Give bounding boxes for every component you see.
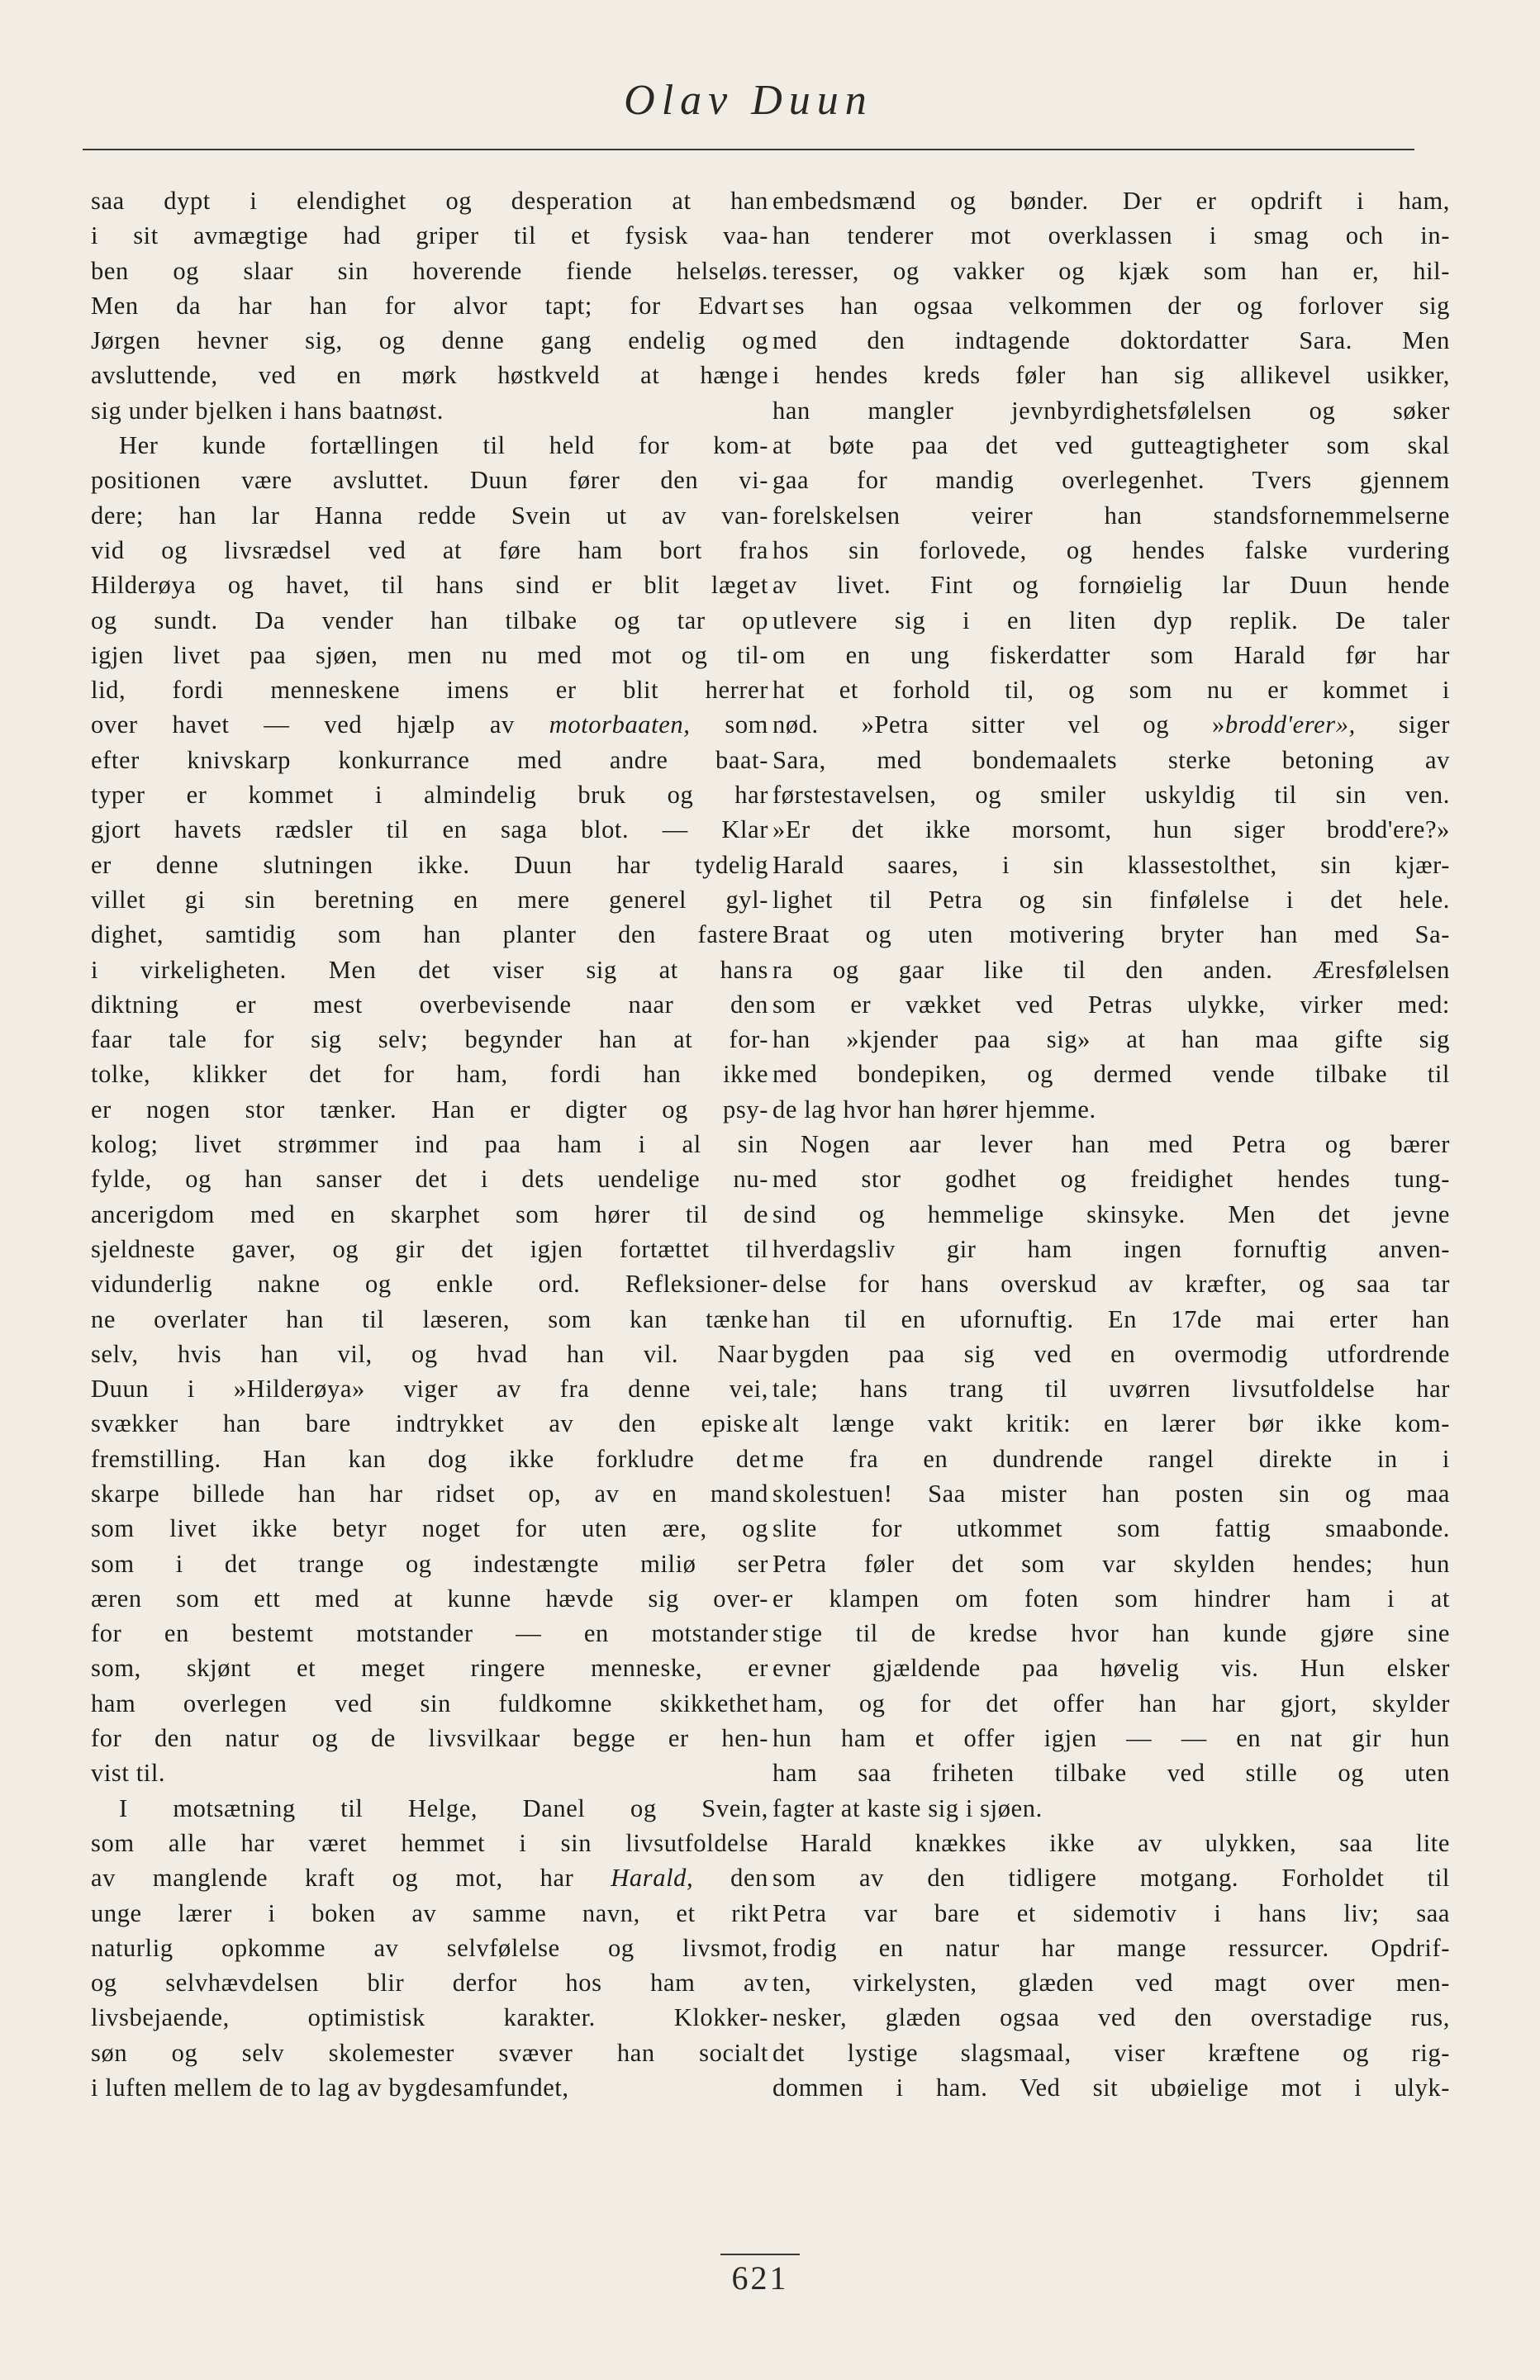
text-line: gjort havets rædsler til en saga blot. — Klar [91,815,768,844]
text-line: som, skjønt et meget ringere menneske, er [91,1654,768,1683]
text-line: ra og gaar like til den anden. Æresfølelsen [772,955,1450,984]
text-line: sig under bjelken i hans baatnøst. [91,396,444,425]
text-line: igjen livet paa sjøen, men nu med mot og til- [91,640,768,669]
text-line: av livet. Fint og fornøielig lar Duun hende [772,571,1450,600]
text-line: fylde, og han sanser det i dets uendelige nu- [91,1165,768,1194]
text-line: over havet — ved hjælp av motorbaaten, som [91,710,768,739]
text-line: vidunderlig nakne og enkle ord. Refleksioner- [91,1270,768,1299]
text-line: og sundt. Da vender han tilbake og tar op [91,606,768,634]
text-line: typer er kommet i almindelig bruk og har [91,781,768,810]
text-line: hun ham et offer igjen — — en nat gir hun [772,1724,1450,1753]
text-line: ham saa friheten tilbake ved stille og uten [772,1759,1450,1788]
text-line: utlevere sig i en liten dyp replik. De taler [772,606,1450,634]
text-line: sind og hemmelige skinsyke. Men det jevne [772,1200,1450,1228]
text-line: efter knivskarp konkurrance med andre baat- [91,745,768,774]
text-line: sjeldneste gaver, og gir det igjen fortættet til [91,1234,768,1263]
text-line: positionen være avsluttet. Duun fører den vi- [91,466,768,495]
text-line: frodig en natur har mange ressurcer. Opdrif- [772,1933,1450,1962]
text-line: han »kjender paa sig» at han maa gifte sig [772,1025,1450,1054]
text-line: søn og selv skolemester svæver han socialt [91,2038,768,2067]
text-line: »Er det ikke morsomt, hun siger brodd'ere?» [772,815,1450,844]
text-line: han til en ufornuftig. En 17de mai erter han [772,1304,1450,1333]
page-number-rule [720,2254,800,2255]
text-line: kolog; livet strømmer ind paa ham i al sin [91,1130,768,1159]
text-line: unge lærer i boken av samme navn, et rikt [91,1898,768,1927]
text-line: me fra en dundrende rangel direkte in i [772,1444,1450,1473]
running-header: Olav Duun [624,77,873,124]
text-line: av manglende kraft og mot, har Harald, den [91,1864,768,1893]
text-line: alt længe vakt kritik: en lærer bør ikke kom- [772,1409,1450,1438]
text-line: om en ung fiskerdatter som Harald før har [772,640,1450,669]
text-line: evner gjældende paa høvelig vis. Hun elsker [772,1654,1450,1683]
text-line: nød. »Petra sitter vel og »brodd'erer», siger [772,710,1450,739]
text-line: diktning er mest overbevisende naar den [91,990,768,1019]
text-line: ham, og for det offer han har gjort, skylder [772,1689,1450,1717]
text-line: han mangler jevnbyrdighetsfølelsen og søker [772,396,1450,425]
text-line: nesker, glæden ogsaa ved den overstadige rus, [772,2003,1450,2032]
text-line: er denne slutningen ikke. Duun har tydelig [91,850,768,879]
text-line: vid og livsrædsel ved at føre ham bort fra [91,535,768,564]
text-line: tale; hans trang til uvørren livsutfoldelse har [772,1375,1450,1404]
text-line: med bondepiken, og dermed vende tilbake til [772,1060,1450,1089]
text-line: Harald saares, i sin klassestolthet, sin kjær- [772,850,1450,879]
text-line: Sara, med bondemaalets sterke betoning av [772,745,1450,774]
text-line: det lystige slagsmaal, viser kræftene og rig- [772,2038,1450,2067]
text-line: som av den tidligere motgang. Forholdet til [772,1864,1450,1893]
text-line: Harald knækkes ikke av ulykken, saa lite [801,1828,1450,1857]
text-line: ses han ogsaa velkommen der og forlover sig [772,291,1450,320]
text-line: fagter at kaste sig i sjøen. [772,1793,1043,1822]
text-line: Men da har han for alvor tapt; for Edvart [91,291,768,320]
text-line: i virkeligheten. Men det viser sig at hans [91,955,768,984]
text-line: selv, hvis han vil, og hvad han vil. Naar [91,1339,768,1368]
text-line: gaa for mandig overlegenhet. Tvers gjennem [772,466,1450,495]
text-line: delse for hans overskud av kræfter, og saa tar [772,1270,1450,1299]
text-line: for en bestemt motstander — en motstander [91,1619,768,1648]
text-line: at bøte paa det ved gutteagtigheter som skal [772,431,1450,460]
text-line: fremstilling. Han kan dog ikke forkludre det [91,1444,768,1473]
text-line: er klampen om foten som hindrer ham i at [772,1584,1450,1613]
text-line: med den indtagende doktordatter Sara. Men [772,326,1450,355]
text-line: Braat og uten motivering bryter han med Sa- [772,920,1450,949]
text-line: dere; han lar Hanna redde Svein ut av van- [91,501,768,530]
text-line: i luften mellem de to lag av bygdesamfundet, [91,2074,569,2102]
text-line: vist til. [91,1759,166,1788]
text-line: for den natur og de livsvilkaar begge er hen- [91,1724,768,1753]
text-line: livsbejaende, optimistisk karakter. Klokker- [91,2003,768,2032]
text-line: embedsmænd og bønder. Der er opdrift i ham, [772,187,1450,215]
header-divider [83,149,1414,150]
text-line: Petra var bare et sidemotiv i hans liv; saa [772,1898,1450,1927]
text-line: saa dypt i elendighet og desperation at han [91,187,768,215]
text-line: svækker han bare indtrykket av den episke [91,1409,768,1438]
text-line: I motsætning til Helge, Danel og Svein, [119,1793,768,1822]
text-line: dommen i ham. Ved sit ubøielige mot i ulyk- [772,2074,1450,2102]
text-line: som er vækket ved Petras ulykke, virker med: [772,990,1450,1019]
text-line: dighet, samtidig som han planter den fastere [91,920,768,949]
text-line: Her kunde fortællingen til held for kom- [119,431,768,460]
text-line: i hendes kreds føler han sig allikevel usikker, [772,361,1450,390]
page-number: 621 [731,2259,789,2297]
text-line: han tenderer mot overklassen i smag och in- [772,221,1450,250]
text-line: i sit avmægtige had griper til et fysisk vaa- [91,221,768,250]
text-line: ben og slaar sin hoverende fiende helseløs. [91,256,768,285]
text-line: som i det trange og indestængte miliø ser [91,1549,768,1578]
text-line: bygden paa sig ved en overmodig utfordrende [772,1339,1450,1368]
text-line: hat et forhold til, og som nu er kommet i [772,676,1450,705]
text-line: Petra føler det som var skylden hendes; hun [772,1549,1450,1578]
text-line: stige til de kredse hvor han kunde gjøre sine [772,1619,1450,1648]
text-column-left [91,183,768,2105]
text-line: skarpe billede han har ridset op, av en mand [91,1479,768,1508]
text-line: Hilderøya og havet, til hans sind er blit læget [91,571,768,600]
text-line: lid, fordi menneskene imens er blit herrer [91,676,768,705]
text-line: ham overlegen ved sin fuldkomne skikkethet [91,1689,768,1717]
text-line: villet gi sin beretning en mere generel gyl- [91,885,768,914]
text-line: hverdagsliv gir ham ingen fornuftig anven- [772,1234,1450,1263]
text-line: og selvhævdelsen blir derfor hos ham av [91,1969,768,1998]
text-line: er nogen stor tænker. Han er digter og psy- [91,1095,768,1123]
text-line: hos sin forlovede, og hendes falske vurdering [772,535,1450,564]
text-line: Nogen aar lever han med Petra og bærer [801,1130,1450,1159]
text-line: som livet ikke betyr noget for uten ære, og [91,1514,768,1543]
text-line: tolke, klikker det for ham, fordi han ikke [91,1060,768,1089]
text-line: slite for utkommet som fattig smaabonde. [772,1514,1450,1543]
text-line: ne overlater han til læseren, som kan tænke [91,1304,768,1333]
text-line: lighet til Petra og sin finfølelse i det hele. [772,885,1450,914]
text-line: Duun i »Hilderøya» viger av fra denne vei, [91,1375,768,1404]
text-line: med stor godhet og freidighet hendes tung- [772,1165,1450,1194]
text-line: ten, virkelysten, glæden ved magt over men- [772,1969,1450,1998]
text-line: ancerigdom med en skarphet som hører til de [91,1200,768,1228]
text-line: de lag hvor han hører hjemme. [772,1095,1096,1123]
text-column-right [772,183,1450,2105]
text-line: som alle har været hemmet i sin livsutfoldelse [91,1828,768,1857]
text-line: forelskelsen veirer han standsfornemmelserne [772,501,1450,530]
text-line: førstestavelsen, og smiler uskyldig til sin ven. [772,781,1450,810]
text-line: avsluttende, ved en mørk høstkveld at hænge [91,361,768,390]
text-line: faar tale for sig selv; begynder han at for- [91,1025,768,1054]
text-line: teresser, og vakker og kjæk som han er, hil- [772,256,1450,285]
text-line: æren som ett med at kunne hævde sig over- [91,1584,768,1613]
text-line: naturlig opkomme av selvfølelse og livsmot, [91,1933,768,1962]
text-line: skolestuen! Saa mister han posten sin og maa [772,1479,1450,1508]
text-line: Jørgen hevner sig, og denne gang endelig og [91,326,768,355]
